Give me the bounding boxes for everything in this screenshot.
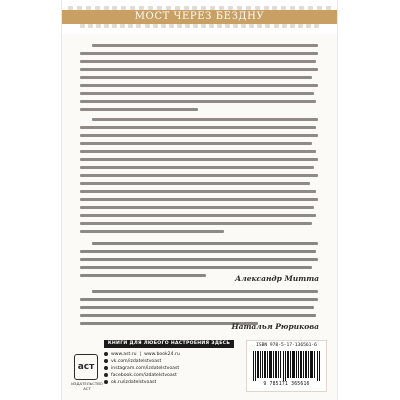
social-row [104,372,236,378]
barcode [253,351,320,381]
vk-icon [104,359,108,363]
intro-paragraph [80,44,318,116]
social-link[interactable]: vk.com/izdatelstvoast [111,358,162,364]
tagline-ribbon: КНИГИ ДЛЯ ЛЮБОГО НАСТРОЕНИЯ ЗДЕСЬ [104,340,234,348]
social-link[interactable]: ok.ru/izdatelstvoast [111,379,157,385]
quote-2-author: Наталья Рюрикова [231,322,319,331]
book-back-cover [62,0,337,400]
cover-footer [71,340,325,392]
website-row: www.ast.ru | www.book24.ru [104,351,236,357]
website-link[interactable]: www.ast.ru [111,351,137,357]
odnoklassniki-icon [104,380,108,384]
social-row [104,365,236,371]
social-row [104,358,236,364]
social-link[interactable]: facebook.com/izdatelstvoast [111,372,177,378]
body-paragraph [80,118,318,238]
social-row [104,379,236,385]
website-link-book24[interactable]: www.book24.ru [144,351,180,357]
film-strip-header [62,0,337,34]
publisher-caption: ИЗДАТЕЛЬСТВО АСТ [71,381,103,391]
quote-1-author: Александр Митта [235,274,319,283]
facebook-icon [104,373,108,377]
barcode-digits: 9 785171 365616 [263,382,310,387]
publisher-logo: аст [74,354,98,380]
series-title: МОСТ ЧЕРЕЗ БЕЗДНУ [134,11,265,22]
instagram-icon [104,366,108,370]
globe-icon [104,352,108,356]
publisher-links [104,351,236,386]
isbn-number: ISBN 978-5-17-136561-6 [256,343,317,348]
isbn-barcode-box [246,340,327,392]
social-link[interactable]: instagram.com/izdatelstvoast [111,365,180,371]
